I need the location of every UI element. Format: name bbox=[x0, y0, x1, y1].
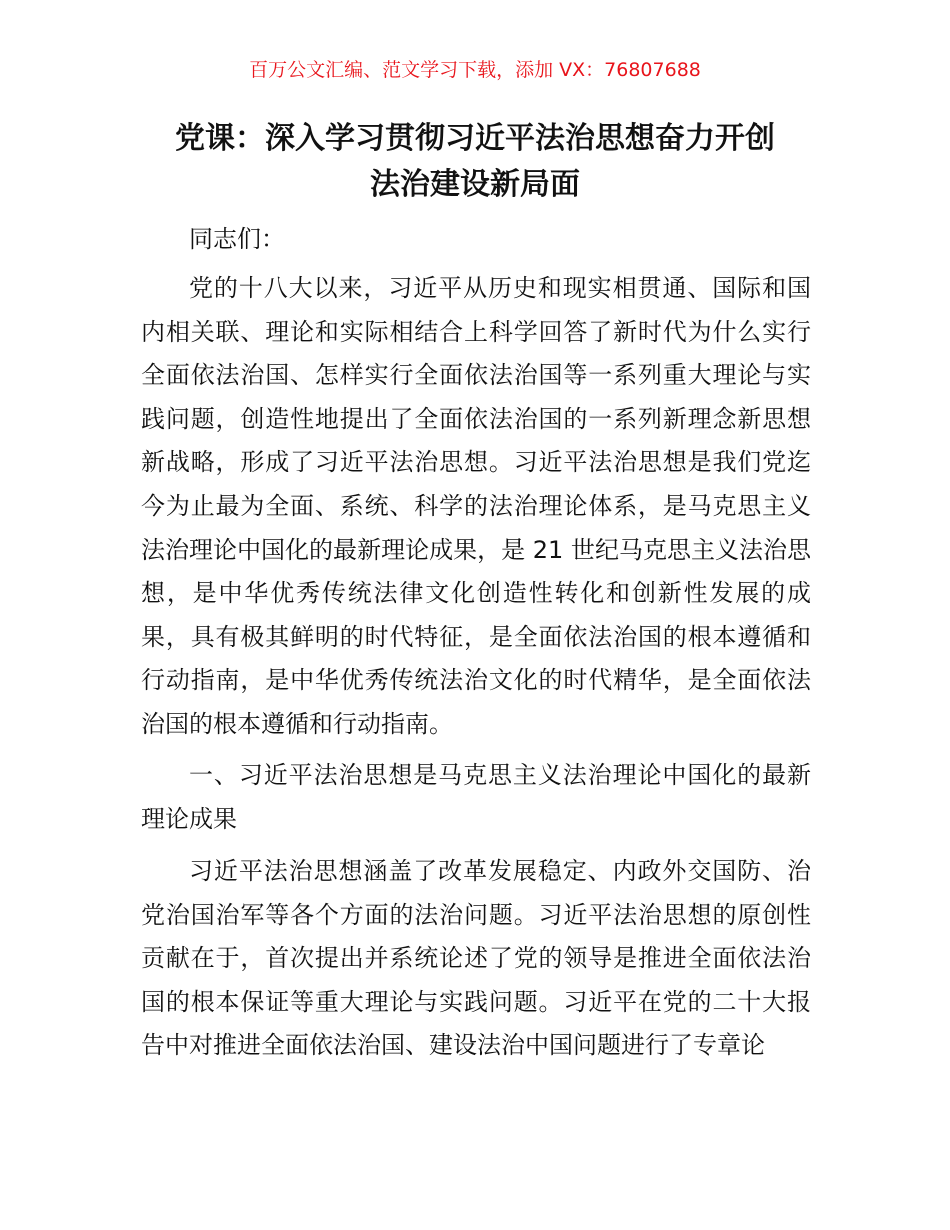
title-line-2: 法治建设新局面 bbox=[370, 167, 580, 202]
paragraph-1: 党的十八大以来，习近平从历史和现实相贯通、国际和国内相关联、理论和实际相结合上科学回答了新时代为什么实行全面依法治国、怎样实行全面依法治国等一系列重大理论与实践问题，创造性地提出了全面依法治国的一系列新理念新思想新战略，形成了习近平法治思想。习近平法治思想是我们党迄今为止最为全面、系统、科学的法治理论体系，是马克思主义法治理论中国化的最新理论成果，是 21 世纪马克思主义法治思想，是中华优秀传统法律文化创造性转化和创新性发展的成果，具有极其鲜明的时代特征，是全面依法治国的根本遵循和行动指南，是中华优秀传统法治文化的时代精华，是全面依法治国的根本遵循和行动指南。 bbox=[141, 274, 811, 738]
section-heading-1: 一、习近平法治思想是马克思主义法治理论中国化的最新理论成果 bbox=[141, 761, 811, 833]
salutation-block bbox=[141, 218, 811, 262]
document-title bbox=[120, 116, 830, 208]
paragraph-block-2 bbox=[141, 850, 811, 1068]
title-line-1: 党课：深入学习贯彻习近平法治思想奋力开创 bbox=[175, 121, 775, 156]
salutation: 同志们： bbox=[189, 225, 285, 253]
paragraph-block-1 bbox=[141, 267, 811, 747]
header-watermark-note: 百万公文汇编、范文学习下载，添加 VX：76807688 bbox=[249, 59, 701, 81]
paragraph-2: 习近平法治思想涵盖了改革发展稳定、内政外交国防、治党治国治军等各个方面的法治问题。习近平法治思想的原创性贡献在于，首次提出并系统论述了党的领导是推进全面依法治国的根本保证等重大理论与实践问题。习近平在党的二十大报告中对推进全面依法治国、建设法治中国问题进行了专章论 bbox=[141, 857, 811, 1060]
section-heading-block-1 bbox=[141, 754, 811, 841]
